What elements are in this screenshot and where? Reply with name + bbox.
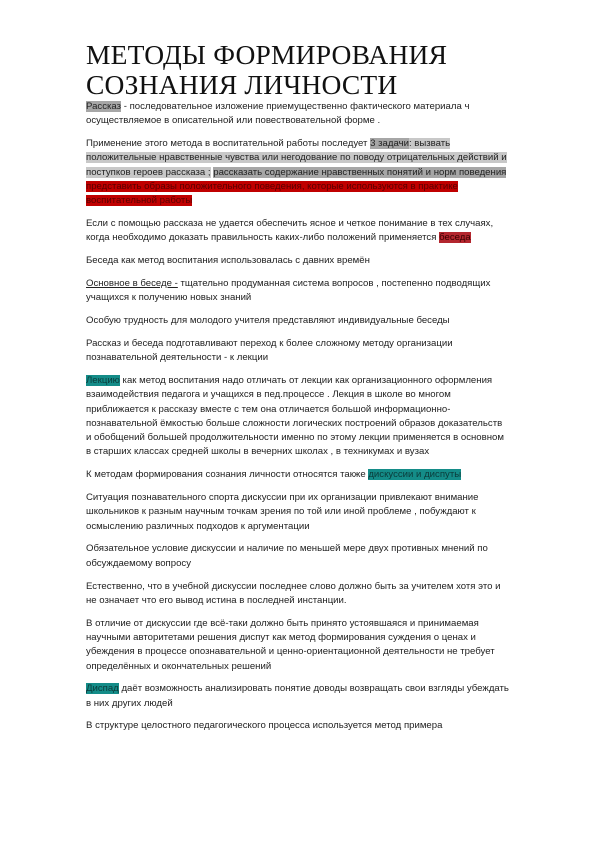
paragraph-text: даёт возможность анализировать понятие доводы возвращать свои взгляды убеждать в них других людей [86, 683, 509, 709]
term-discussions: дискуссии и диспуты [368, 469, 462, 481]
paragraph-lecture [86, 374, 510, 460]
term-lecture: Лекцию [86, 374, 120, 386]
paragraph-teacher-word: Естественно, что в учебной дискуссии последнее слово должно быть за учителем хотя это и не означает что его вывод истина в последней инстанции. [86, 580, 501, 606]
term-conversation-core: Основное в беседе - [86, 277, 178, 289]
paragraph-dispute [86, 682, 510, 711]
paragraph-dispute-difference: В отличие от дискуссии где всё-таки должно быть принято устоявшаяся и принимаемая научными авторитетами решения диспут как метод формирования суждения о ценах и убеждения в процессе опознавательной и ценно-ориентационной деятельности не требует определённых и окончательных решений [86, 617, 495, 672]
paragraph-text: Применение этого метода в воспитательной работы последует [86, 138, 371, 150]
paragraph-text: К методам формирования сознания личности относятся также [86, 469, 369, 481]
paragraph-conversation-core [86, 277, 510, 306]
paragraph-text: Если с помощью рассказа не удается обеспечить ясное и четкое понимание в тех случаях, когда необходимо доказать правильность каких-либо положений применяется [86, 218, 494, 244]
page-title: МЕТОДЫ ФОРМИРОВАНИЯ СОЗНАНИЯ ЛИЧНОСТИ [86, 39, 448, 100]
paragraph-discussion-condition: Обязательное условие дискуссии и наличие по меньшей мере двух противных мнений по обсуждаемому вопросу [86, 543, 488, 569]
paragraph-tasks [86, 137, 510, 208]
paragraph-transition: Рассказ и беседа подготавливают переход к более сложному методу организации познавательной деятельности - к лекции [86, 337, 453, 364]
paragraph-discussion-situation: Ситуация познавательного спорта дискуссии при их организации привлекают внимание школьников к разным научным точкам зрения по той или иной проблеме , побуждают к осмыслению различных подходов к аргументации [86, 492, 479, 532]
paragraph-discussions-intro [86, 468, 510, 482]
term-story: Рассказ [86, 101, 122, 112]
highlight-task-two: рассказать содержание нравственных понятий и норм поведения [213, 166, 507, 178]
paragraph-story [86, 100, 510, 129]
highlight-task-three: представить образы положительного поведения, которые используются в практике воспитательной работы [86, 180, 458, 207]
paragraph-text: - последовательное изложение приемущественно фактического материала ч осуществляемое в описательной или повествовательной форме . [86, 101, 470, 127]
paragraph-example-method: В структуре целостного педагогического процесса используется метод примера [86, 720, 443, 732]
paragraph-text: тщательно продуманная система вопросов , постепенно подводящих учащихся к получению новых знаний [86, 277, 491, 304]
highlight-three-tasks: 3 задачи [370, 138, 409, 150]
paragraph-conversation-history: Беседа как метод воспитания использовалась с давних времён [86, 255, 370, 267]
paragraph-individual: Особую трудность для молодого учителя представляют индивидуальные беседы [86, 315, 450, 327]
term-dispute: Диспад [86, 683, 119, 695]
term-conversation: беседа [439, 232, 471, 244]
document-page [86, 40, 510, 742]
paragraph-text: как метод воспитания надо отличать от лекции как организационного оформления взаимодействия педагога и учащихся в пед.процессе . Лекция в школе во многом приближается к рассказу вместе с тем она отличается большой информационно-познавательной ёмкостью больше сложности логических построений образов доказательств и обобщений большей продолжительности именно по этому лекции применяется в основном в старших классах средней школы в вечерних школах , в техникумах и вузах [86, 374, 504, 458]
highlight-task-one: : вызвать положительные нравственные чувства или негодование по поводу отрицательных действий и поступков героев рассказа ; [86, 138, 507, 178]
paragraph-conversation-intro [86, 217, 510, 246]
